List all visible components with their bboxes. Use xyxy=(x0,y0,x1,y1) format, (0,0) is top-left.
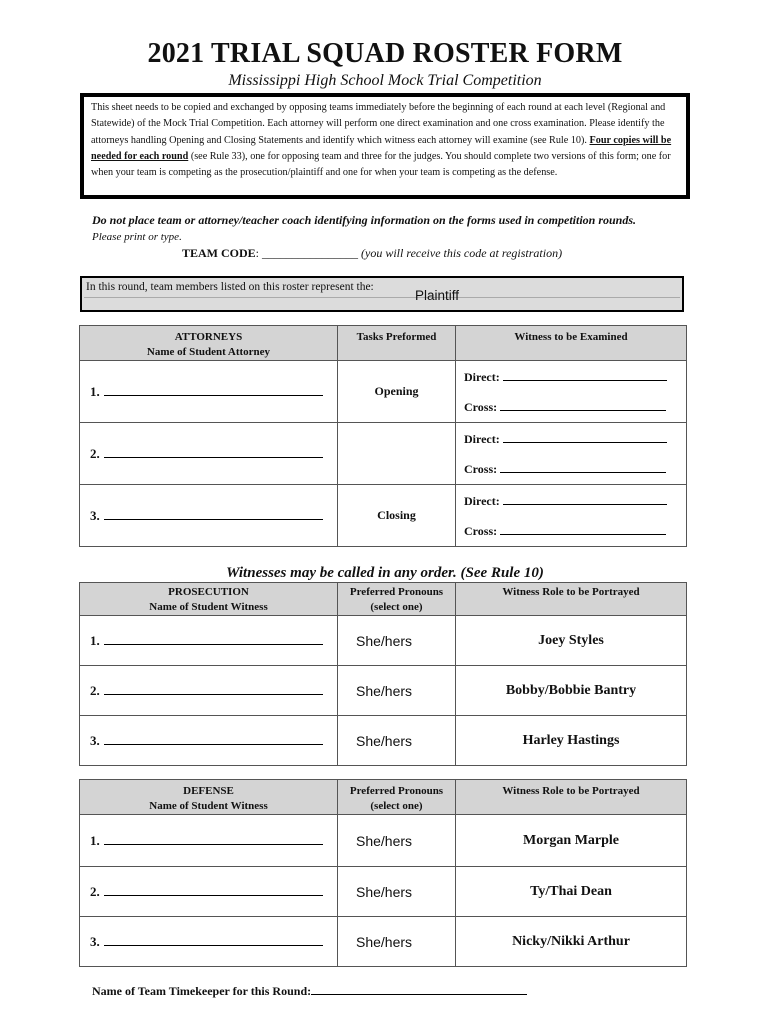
witness-name-field[interactable]: 2. xyxy=(80,867,338,917)
prosecution-header-role: Witness Role to be Portrayed xyxy=(456,583,687,616)
attorney-task: Opening xyxy=(338,361,456,423)
table-row xyxy=(80,716,687,766)
witness-role: Morgan Marple xyxy=(456,815,687,867)
represent-label: In this round, team members listed on this roster represent the: xyxy=(86,281,374,293)
defense-header-name: DEFENSE Name of Student Witness xyxy=(80,780,338,815)
pronoun-select[interactable]: She/hers xyxy=(338,867,456,917)
pronoun-select[interactable]: She/hers xyxy=(338,616,456,666)
team-code-label: TEAM CODE xyxy=(182,246,256,260)
defense-header-row xyxy=(80,780,687,815)
witness-role: Bobby/Bobbie Bantry xyxy=(456,666,687,716)
attorney-name-field[interactable]: 1. xyxy=(80,361,338,423)
instructions-text-1: This sheet needs to be copied and exchanged by opposing teams immediately before the beginning of each round at each level (Regional and Statewide) of the Mock Trial Competition. Each attorney will perform one direct examination and one cross examination. Please identify the attorneys handling Opening and Closing Statements and identify which witness each attorney will examine (see Rule 10). xyxy=(91,102,666,146)
witness-name-field[interactable]: 3. xyxy=(80,917,338,967)
table-row xyxy=(80,616,687,666)
attorneys-header-witness: Witness to be Examined xyxy=(456,326,687,361)
witness-role: Harley Hastings xyxy=(456,716,687,766)
represent-value[interactable]: Plaintiff xyxy=(415,288,460,303)
attorneys-header-name: ATTORNEYS Name of Student Attorney xyxy=(80,326,338,361)
witness-role: Nicky/Nikki Arthur xyxy=(456,917,687,967)
prosecution-header-row xyxy=(80,583,687,616)
prosecution-table xyxy=(79,582,687,766)
attorney-witness-cell[interactable]: Direct: Cross: xyxy=(456,485,687,547)
pronoun-select[interactable]: She/hers xyxy=(338,815,456,867)
attorney-task: Closing xyxy=(338,485,456,547)
represent-field[interactable] xyxy=(80,276,684,312)
page-title: 2021 TRIAL SQUAD ROSTER FORM xyxy=(147,38,623,69)
defense-header-role: Witness Role to be Portrayed xyxy=(456,780,687,815)
timekeeper-line[interactable] xyxy=(92,984,527,999)
print-notice: Please print or type. xyxy=(92,231,182,243)
prosecution-header-name: PROSECUTION Name of Student Witness xyxy=(80,583,338,616)
timekeeper-field[interactable] xyxy=(311,993,527,995)
attorneys-header-tasks: Tasks Preformed xyxy=(338,326,456,361)
defense-header-pronouns: Preferred Pronouns (select one) xyxy=(338,780,456,815)
attorneys-header-row xyxy=(80,326,687,361)
attorney-witness-cell[interactable]: Direct: Cross: xyxy=(456,361,687,423)
attorney-name-field[interactable]: 2. xyxy=(80,423,338,485)
table-row xyxy=(80,867,687,917)
attorney-name-field[interactable]: 3. xyxy=(80,485,338,547)
pronoun-select[interactable]: She/hers xyxy=(338,716,456,766)
instructions-emphasis: Four copies will be needed for each round xyxy=(91,134,672,162)
witness-name-field[interactable]: 3. xyxy=(80,716,338,766)
table-row xyxy=(80,423,687,485)
page-subtitle: Mississippi High School Mock Trial Competition xyxy=(228,72,542,89)
team-code-field[interactable]: : ________________ xyxy=(255,246,362,260)
witness-name-field[interactable]: 1. xyxy=(80,815,338,867)
timekeeper-label: Name of Team Timekeeper for this Round: xyxy=(92,984,312,998)
attorney-task xyxy=(338,423,456,485)
table-row xyxy=(80,666,687,716)
witness-name-field[interactable]: 2. xyxy=(80,666,338,716)
team-code-note: (you will receive this code at registration) xyxy=(361,246,563,260)
table-row xyxy=(80,815,687,867)
witness-role: Ty/Thai Dean xyxy=(456,867,687,917)
table-row xyxy=(80,361,687,423)
attorney-witness-cell[interactable]: Direct: Cross: xyxy=(456,423,687,485)
defense-table xyxy=(79,779,687,967)
identifying-info-notice: Do not place team or attorney/teacher coach identifying information on the forms used in competition rounds. xyxy=(92,213,637,227)
pronoun-select[interactable]: She/hers xyxy=(338,666,456,716)
table-row xyxy=(80,485,687,547)
prosecution-header-pronouns: Preferred Pronouns (select one) xyxy=(338,583,456,616)
pronoun-select[interactable]: She/hers xyxy=(338,917,456,967)
table-row xyxy=(80,917,687,967)
team-code-line xyxy=(182,246,562,261)
instructions-box xyxy=(80,93,690,199)
witness-name-field[interactable]: 1. xyxy=(80,616,338,666)
witness-order-note: Witnesses may be called in any order. (See Rule 10) xyxy=(226,565,544,581)
attorneys-table xyxy=(79,325,687,547)
witness-role: Joey Styles xyxy=(456,616,687,666)
instructions-text-2: (see Rule 33), one for opposing team and three for the judges. You should complete two versions of this form; one for when your team is competing as the prosecution/plaintiff and one for when your team is competing as the defense. xyxy=(91,150,671,179)
